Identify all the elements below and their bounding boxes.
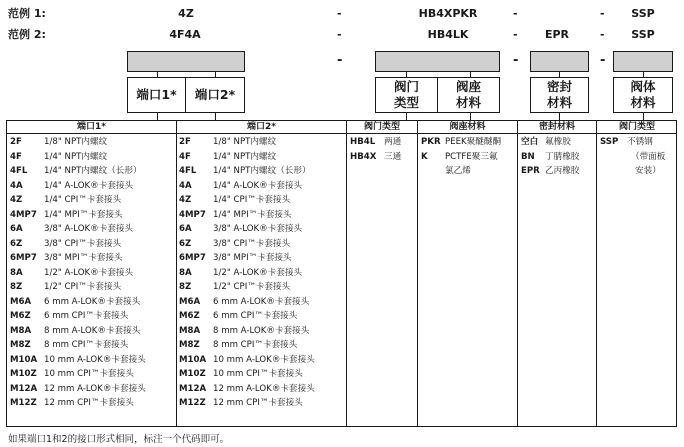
port2-option-code: M8Z [179,340,200,350]
port2-option-desc: 1/4" CPI™卡套接头 [213,195,291,205]
body-code-box [613,51,673,72]
seat-material-row [421,150,498,165]
port2-option-desc: 12 mm CPI™卡套接头 [213,398,303,408]
port2-option-desc: 3/8" MPI™卡套接头 [213,253,292,263]
column-divider [176,121,177,426]
seal-material-desc: 氟橡胶 [545,137,571,147]
body-type-row [600,135,653,150]
body-type-desc-cont: （带面板 [631,151,666,162]
port2-option-desc: 1/4" MPI™卡套接头 [213,209,292,220]
column-divider [517,121,518,426]
example-1-label: 范例 1: [8,7,46,20]
port1-option-desc: 1/2" A-LOK®卡套接头 [44,267,134,278]
seal-material-row [521,135,571,150]
body-type-code: SSP [600,137,619,147]
port2-option-code: M12A [179,383,207,394]
seat-material-code: K [421,151,428,162]
port2-option-code: 6MP7 [179,253,206,263]
body-material-label-box: 阀体 材料 [613,77,673,113]
port1-option-code: M10A [10,354,38,365]
port1-option-code: 2F [10,137,22,147]
port1-option-desc: 10 mm CPI™卡套接头 [44,369,134,379]
column-divider [596,121,597,426]
example-1-seat: HB4XPKR [418,7,478,20]
port1-option-desc: 10 mm A-LOK®卡套接头 [44,354,146,365]
valve-type-code: HB4X [350,151,377,162]
port2-option-code: 6A [179,224,192,234]
example-1-dash-1: - [337,7,342,20]
port1-option-desc: 12 mm CPI™卡套接头 [44,398,134,408]
valve-seat-code-box [375,51,500,72]
box-dash-1: - [337,53,343,68]
valve-type-desc: 两通 [384,137,402,147]
port2-option-code: 8Z [179,282,192,292]
port2-option-row [179,382,315,397]
header-seat-material: 阀座材料 [449,122,486,132]
connector [406,113,407,120]
port1-option-row [10,193,121,208]
port2-option-code: M10Z [179,369,206,379]
port2-option-desc: 1/4" NPT内螺纹 [213,151,277,162]
body-type-desc-cont: 安装） [635,166,661,176]
header-port2: 端口2* [247,122,276,132]
seal-material-code: 空白 [521,137,539,147]
port1-option-code: 6A [10,224,23,234]
port1-option-row [10,135,107,150]
port1-option-row [10,266,133,281]
port1-option-row [10,324,140,339]
port2-option-row [179,150,276,165]
example-1-dash-2: - [513,7,518,20]
port2-option-row [179,280,290,295]
box-dash-3: - [600,53,606,68]
port2-option-row [179,309,297,324]
port2-option-desc: 8 mm A-LOK®卡套接头 [213,325,310,336]
header-seal-material: 密封材料 [538,122,575,132]
port2-option-row [179,135,276,150]
port1-option-code: M12Z [10,398,37,408]
seat-material-desc: PCTFE聚三氟 [445,151,498,162]
port2-option-row [179,396,303,411]
seal-material-row [521,164,579,179]
port2-option-code: M10A [179,354,207,365]
port1-option-row [10,222,133,237]
port2-option-code: 2F [179,137,191,147]
port2-option-code: M12Z [179,398,206,408]
port1-option-row [10,164,142,179]
box-dash-2: - [513,53,519,68]
port1-option-code: 4F [10,151,22,162]
seal-material-label-box: 密封 材料 [530,77,589,113]
port2-option-code: 4Z [179,195,192,205]
port2-option-code: 4F [179,151,191,162]
port2-option-desc: 6 mm A-LOK®卡套接头 [213,296,310,307]
port1-option-code: 4A [10,180,23,191]
port2-option-code: M6Z [179,311,200,321]
example-1-port: 4Z [178,7,194,20]
example-1-body: SSP [631,7,655,20]
port1-option-row [10,367,134,382]
port2-option-row [179,338,297,353]
port2-option-desc: 10 mm CPI™卡套接头 [213,369,303,379]
example-2-port: 4F4A [169,28,201,41]
port1-option-row [10,396,134,411]
port1-option-row [10,309,128,324]
port2-option-row [179,164,311,179]
port2-option-code: 6Z [179,238,192,249]
example-2-dash-3: - [600,28,605,41]
port1-option-desc: 3/8" MPI™卡套接头 [44,253,123,263]
seal-material-code: EPR [521,166,540,176]
port2-option-desc: 12 mm A-LOK®卡套接头 [213,383,315,394]
example-2-seat: HB4LK [427,28,469,41]
column-divider [417,121,418,426]
example-1-dash-3: - [600,7,605,20]
port2-option-desc: 8 mm CPI™卡套接头 [213,340,298,350]
seal-material-desc: 乙丙橡胶 [545,166,580,176]
port1-option-code: 6MP7 [10,253,37,263]
seal-material-code: BN [521,151,535,162]
port2-option-code: 4A [179,180,192,191]
port1-option-code: M12A [10,383,38,394]
port2-option-row [179,222,302,237]
port1-option-code: 8Z [10,282,23,292]
port1-option-row [10,208,123,223]
port1-option-desc: 8 mm A-LOK®卡套接头 [44,325,141,336]
port1-option-desc: 6 mm CPI™卡套接头 [44,311,129,321]
port1-option-row [10,280,121,295]
port1-option-row [10,295,140,310]
port2-option-code: 4FL [179,166,197,176]
port1-option-row [10,382,146,397]
valve-type-desc: 三通 [384,151,402,162]
port1-option-desc: 3/8" A-LOK®卡套接头 [44,224,134,234]
port1-option-desc: 1/2" CPI™卡套接头 [44,282,122,292]
header-divider [7,133,676,134]
example-2-body: SSP [631,28,655,41]
port-code-box [127,51,245,72]
port2-option-desc: 1/4" A-LOK®卡套接头 [213,180,303,191]
connector [559,113,560,120]
seat-material-code: PKR [421,137,441,147]
port2-option-desc: 1/2" A-LOK®卡套接头 [213,267,303,278]
valve-type-code: HB4L [350,137,376,147]
connector [157,113,158,120]
port1-option-row [10,353,146,368]
port2-option-code: M8A [179,325,201,336]
column-divider [346,121,347,426]
options-table [6,120,677,427]
port1-option-code: 8A [10,267,23,278]
port2-option-desc: 10 mm A-LOK®卡套接头 [213,354,315,365]
port1-option-code: 6Z [10,238,23,249]
seal-material-row [521,150,579,165]
port2-option-row [179,237,290,252]
footnote: 如果端口1和2的接口形式相同，标注一个代码即可。 [8,434,230,445]
port1-option-code: M6Z [10,311,31,321]
valve-type-row [350,135,401,150]
valve-type-row [350,150,401,165]
header-valve-type: 阀门类型 [363,122,400,132]
port1-option-code: M6A [10,296,32,307]
port1-option-code: M8A [10,325,32,336]
port2-option-desc: 1/2" CPI™卡套接头 [213,282,291,292]
port2-option-row [179,266,302,281]
seal-code-box [530,51,589,72]
header-body-type: 阀门类型 [618,122,655,132]
port2-option-row [179,208,292,223]
port2-option-desc: 1/4" NPT内螺纹（长形） [213,166,311,176]
port1-option-row [10,150,107,165]
port1-option-desc: 1/4" MPI™卡套接头 [44,209,123,220]
port2-option-desc: 1/8" NPT内螺纹 [213,137,277,147]
port1-option-desc: 1/4" A-LOK®卡套接头 [44,180,134,191]
port1-option-code: M8Z [10,340,31,350]
port2-option-row [179,353,315,368]
port2-option-row [179,251,292,266]
port1-option-desc: 12 mm A-LOK®卡套接头 [44,383,146,394]
port1-option-desc: 3/8" CPI™卡套接头 [44,238,122,249]
port2-option-row [179,193,290,208]
port1-option-desc: 6 mm A-LOK®卡套接头 [44,296,141,307]
port1-option-desc: 1/4" NPT内螺纹（长形） [44,166,142,176]
port2-option-row [179,295,309,310]
connector [215,113,216,120]
connector [643,113,644,120]
port2-option-row [179,324,309,339]
seat-material-label-box: 阀座 材料 [437,77,500,113]
port1-option-row [10,237,121,252]
port1-option-desc: 8 mm CPI™卡套接头 [44,340,129,350]
port1-option-row [10,179,133,194]
port2-option-desc: 6 mm CPI™卡套接头 [213,311,298,321]
port1-option-desc: 1/8" NPT内螺纹 [44,137,108,147]
header-port1: 端口1* [77,122,106,132]
example-2-seal: EPR [544,28,570,41]
connector [470,113,471,120]
port2-option-row [179,367,303,382]
port2-option-code: M6A [179,296,201,307]
seat-material-row [421,135,501,150]
port1-option-row [10,338,128,353]
example-2-label: 范例 2: [8,28,46,41]
body-type-desc: 不锈钢 [627,137,653,147]
port2-option-desc: 3/8" CPI™卡套接头 [213,238,291,249]
port1-label-box: 端口1* [127,77,186,113]
port1-option-code: M10Z [10,369,37,379]
port1-option-code: 4Z [10,195,23,205]
port1-option-code: 4MP7 [10,209,37,220]
port2-option-code: 4MP7 [179,209,206,220]
port1-option-row [10,251,123,266]
example-2-dash-1: - [337,28,342,41]
seal-material-desc: 丁腈橡胶 [545,151,580,162]
port2-label-box: 端口2* [185,77,245,113]
seat-material-desc: PEEK聚醚醚酮 [445,137,502,147]
port2-option-desc: 3/8" A-LOK®卡套接头 [213,224,303,234]
port2-option-code: 8A [179,267,192,278]
seat-material-desc-cont: 氯乙烯 [445,166,471,176]
port1-option-code: 4FL [10,166,28,176]
port1-option-desc: 1/4" CPI™卡套接头 [44,195,122,205]
valve-type-label-box: 阀门 类型 [375,77,438,113]
example-2-dash-2: - [513,28,518,41]
port1-option-desc: 1/4" NPT内螺纹 [44,151,108,162]
port2-option-row [179,179,302,194]
